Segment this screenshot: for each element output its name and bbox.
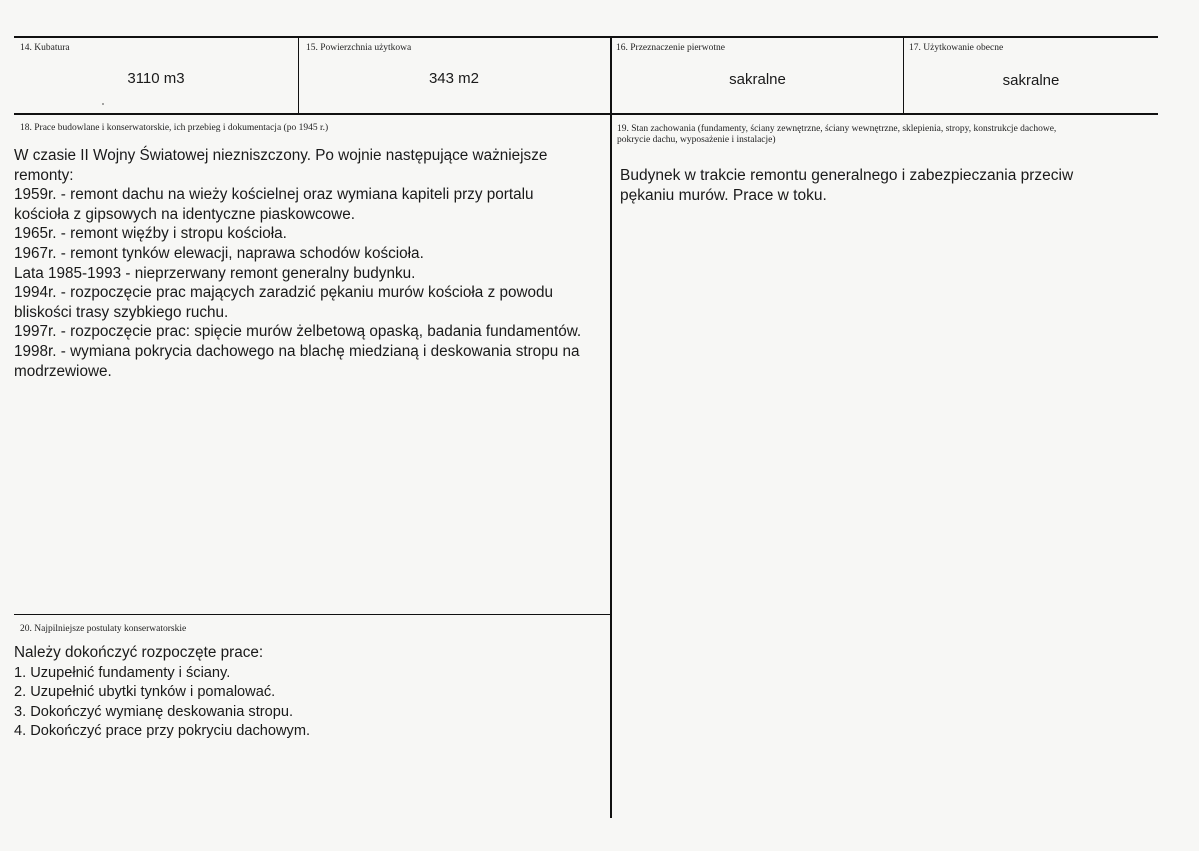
- uzytkowanie-label: 17. Użytkowanie obecne: [909, 43, 1004, 53]
- top-rule: [14, 36, 1158, 38]
- row-rule: [14, 113, 1158, 115]
- postulaty-list: [14, 664, 310, 741]
- kubatura-value: 3110 m3: [127, 70, 185, 87]
- list-item: 4. Dokończyć prace przy pokryciu dachowym.: [14, 722, 311, 739]
- list-item: 2. Uzupełnić ubytki tynków i pomalować.: [14, 684, 276, 701]
- postulaty-label: 20. Najpilniejsze postulaty konserwatorskie: [20, 624, 187, 634]
- postulaty-intro: Należy dokończyć rozpoczęte prace:: [14, 644, 264, 661]
- przeznaczenie-label: 16. Przeznaczenie pierwotne: [616, 43, 725, 53]
- vline-15-16: [610, 36, 612, 818]
- list-item: 1. Uzupełnić fundamenty i ściany.: [14, 665, 231, 681]
- section-20-rule: [14, 614, 611, 615]
- prace-text: W czasie II Wojny Światowej niezniszczony. Po wojnie następujące ważniejsze remonty: 1959r. - remont dachu na wieży kościelnej oraz wymiana kapiteli przy portalu kościoła z gipsowych na identyczne piaskowcowe. 1965r. - remont więźby i stropu kościoła. 1967r. - remont tynków elewacji, naprawa schodów kościoła. Lata 1985-1993 - nieprzerwany remont generalny budynku. 1994r. - rozpoczęcie prac mających zaradzić pękaniu murów kościoła z powodu bliskości trasy szybkiego ruchu. 1997r. - rozpoczęcie prac: spięcie murów żelbetową opaską, badania fundamentów. 1998r. - wymiana pokrycia dachowego na blachę miedzianą i deskowania stropu na modrzewiowe.: [14, 147, 582, 380]
- powierzchnia-value: 343 m2: [428, 70, 480, 87]
- kubatura-label: 14. Kubatura: [20, 43, 70, 53]
- uzytkowanie-value: sakralne: [1002, 72, 1060, 89]
- prace-label: 18. Prace budowlane i konserwatorskie, ich przebieg i dokumentacja (po 1945 r.): [20, 123, 329, 133]
- speck: [102, 103, 104, 105]
- stan-label: 19. Stan zachowania (fundamenty, ściany zewnętrzne, ściany wewnętrzne, sklepienia, stropy, konstrukcje dachowe, pokrycie dachu, wyposażenie i instalacje): [617, 124, 1057, 145]
- list-item: 3. Dokończyć wymianę deskowania stropu.: [14, 703, 294, 720]
- powierzchnia-label: 15. Powierzchnia użytkowa: [306, 43, 412, 53]
- stan-text: Budynek w trakcie remontu generalnego i zabezpieczania przeciw pękaniu murów. Prace w toku.: [620, 167, 1074, 204]
- przeznaczenie-value: sakralne: [729, 71, 786, 88]
